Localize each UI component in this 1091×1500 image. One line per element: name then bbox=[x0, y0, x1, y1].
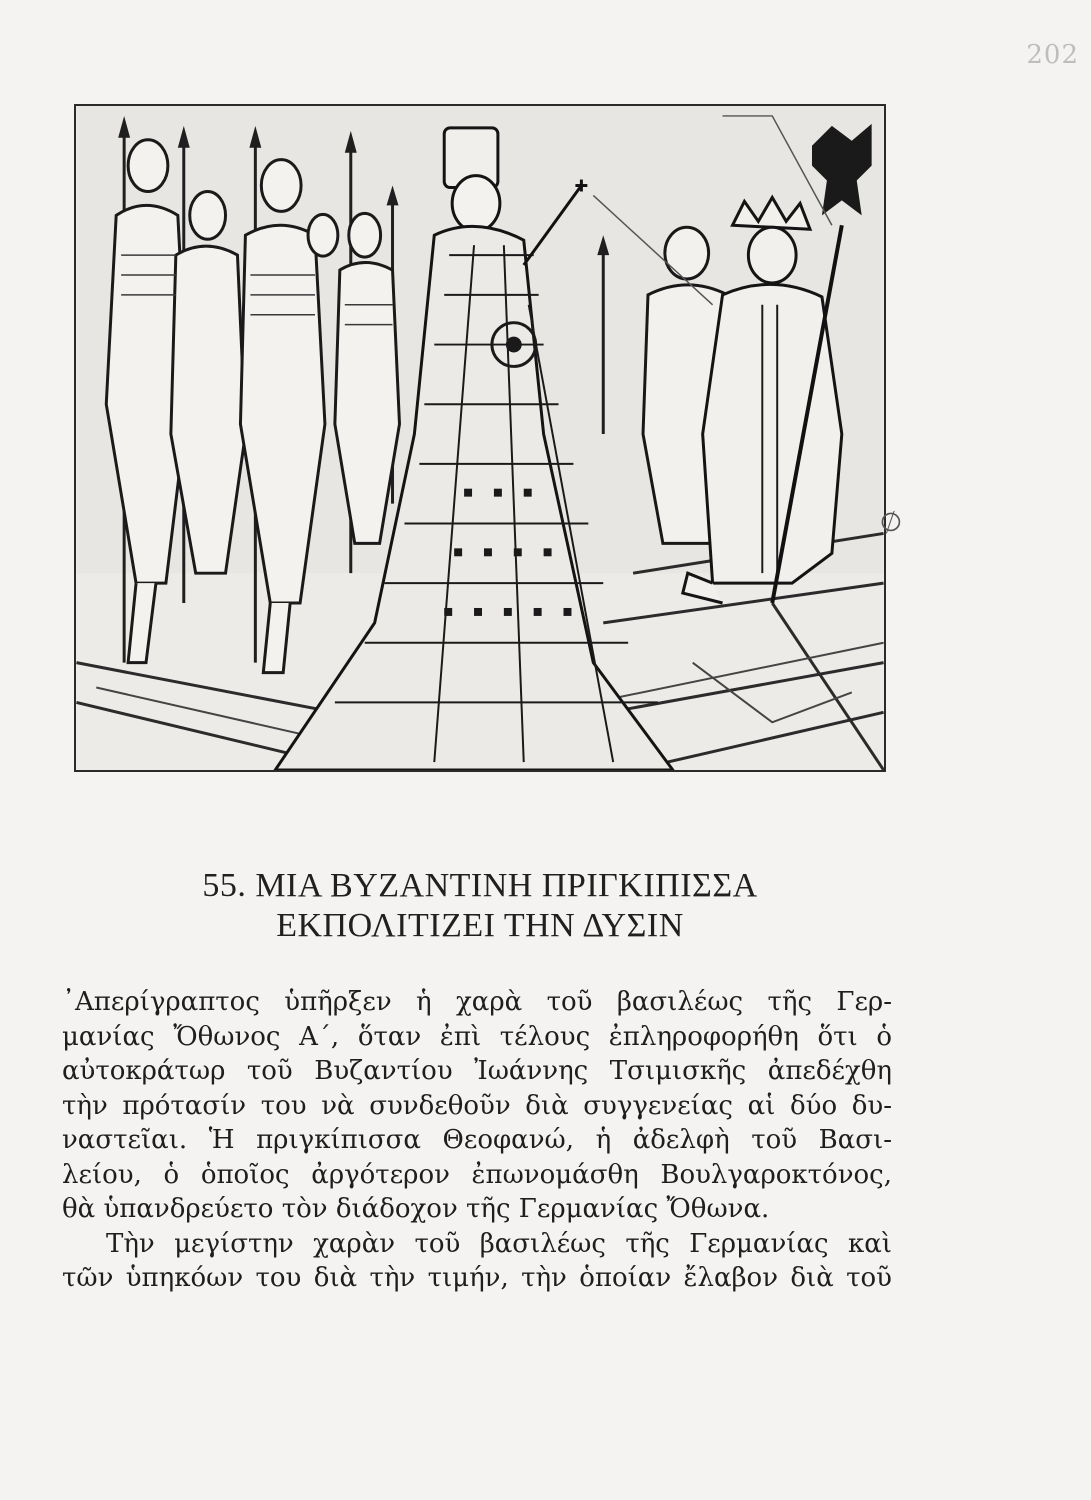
chapter-title-line-2: ΕΚΠΟΛΙΤΙΖΕΙ ΤΗΝ ΔΥΣΙΝ bbox=[276, 907, 684, 944]
body-line: ᾿Απερίγραπτος ὑπῆρξεν ἡ χαρὰ τοῦ βασιλέως τῆς Γερ- bbox=[62, 987, 892, 1017]
margin-mark: ∅ bbox=[875, 505, 908, 541]
court-scene-illustration bbox=[74, 104, 886, 772]
chapter-title-line-1: 55. ΜΙΑ ΒΥΖΑΝΤΙΝΗ ΠΡΙΓΚΙΠΙΣΣΑ bbox=[202, 867, 758, 904]
body-line: μανίας Ὄθωνος Α΄, ὅταν ἐπὶ τέλους ἐπληροφορήθη ὅτι ὁ bbox=[62, 1021, 892, 1052]
page-number: 202 bbox=[1026, 40, 1079, 70]
body-line: τὴν πρότασίν του νὰ συνδεθοῦν διὰ συγγενείας αἱ δύο δυ- bbox=[62, 1090, 892, 1121]
body-text bbox=[62, 985, 892, 1296]
chapter-heading bbox=[70, 866, 890, 946]
body-line: λείου, ὁ ὁποῖος ἀργότερον ἐπωνομάσθη Βουλγαροκτόνος, bbox=[62, 1159, 892, 1190]
body-line: τῶν ὑπηκόων του διὰ τὴν τιμήν, τὴν ὁποίαν ἔλαβον διὰ τοῦ bbox=[62, 1263, 892, 1293]
body-line: αὐτοκράτωρ τοῦ Βυζαντίου Ἰωάννης Τσιμισκῆς ἀπεδέχθη bbox=[62, 1056, 892, 1086]
body-line: θὰ ὑπανδρεύετο τὸν διάδοχον τῆς Γερμανίας Ὄθωνα. bbox=[62, 1194, 770, 1224]
body-line: Τὴν μεγίστην χαρὰν τοῦ βασιλέως τῆς Γερμανίας καὶ bbox=[106, 1228, 892, 1259]
body-line: ναστεῖαι. Ἡ πριγκίπισσα Θεοφανώ, ἡ ἀδελφὴ τοῦ Βασι- bbox=[62, 1125, 892, 1155]
